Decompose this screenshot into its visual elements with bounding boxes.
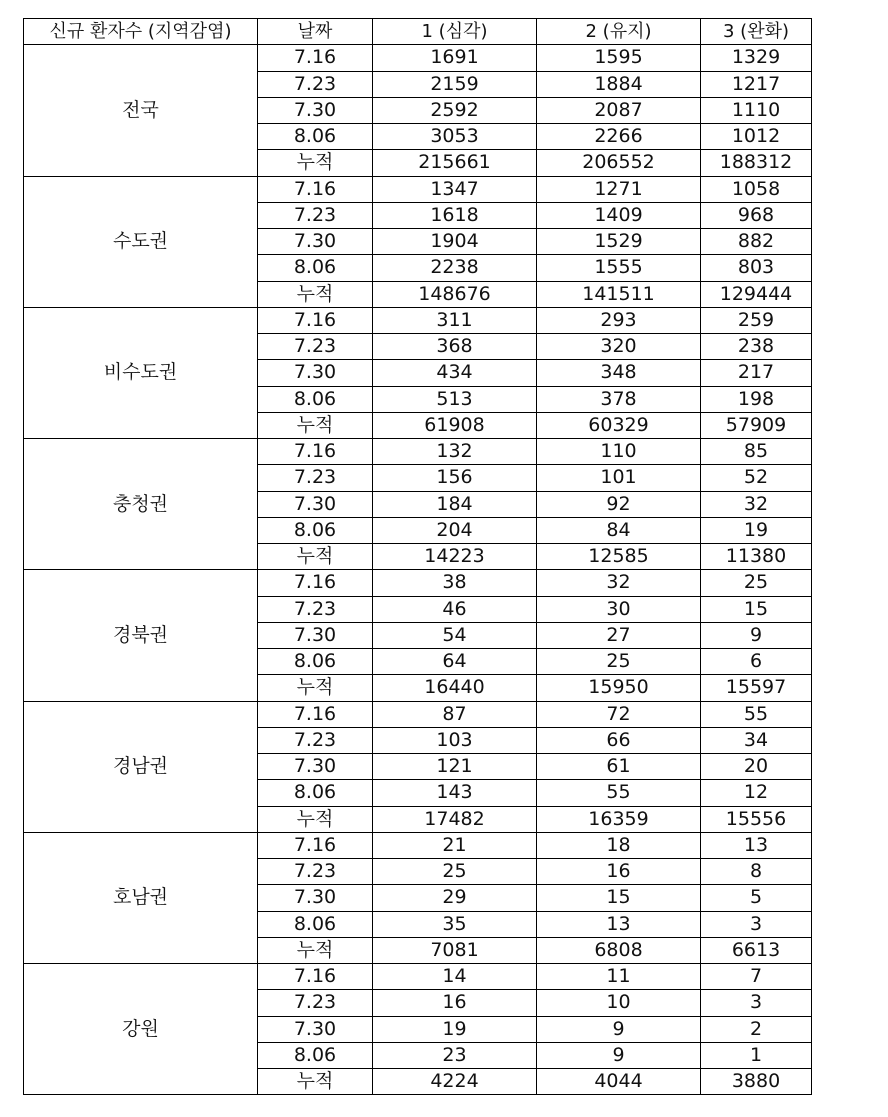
relief-cell: 3 xyxy=(701,911,812,937)
maintain-cell: 16359 xyxy=(537,806,701,832)
severe-cell: 2238 xyxy=(373,255,537,281)
relief-cell: 198 xyxy=(701,386,812,412)
date-cell: 누적 xyxy=(258,1069,373,1095)
relief-cell: 882 xyxy=(701,229,812,255)
maintain-cell: 72 xyxy=(537,701,701,727)
maintain-cell: 2266 xyxy=(537,124,701,150)
date-cell: 7.23 xyxy=(258,202,373,228)
date-cell: 누적 xyxy=(258,412,373,438)
date-cell: 8.06 xyxy=(258,517,373,543)
maintain-cell: 12585 xyxy=(537,544,701,570)
table-row xyxy=(24,45,812,71)
table-row xyxy=(24,964,812,990)
date-cell: 7.23 xyxy=(258,71,373,97)
severe-cell: 54 xyxy=(373,622,537,648)
maintain-cell: 27 xyxy=(537,622,701,648)
date-cell: 7.30 xyxy=(258,754,373,780)
data-table-container xyxy=(23,18,812,1095)
relief-cell: 15556 xyxy=(701,806,812,832)
relief-cell: 25 xyxy=(701,570,812,596)
relief-cell: 12 xyxy=(701,780,812,806)
date-cell: 7.16 xyxy=(258,570,373,596)
relief-cell: 6 xyxy=(701,649,812,675)
relief-cell: 55 xyxy=(701,701,812,727)
date-cell: 누적 xyxy=(258,281,373,307)
date-cell: 7.16 xyxy=(258,832,373,858)
severe-cell: 14 xyxy=(373,964,537,990)
date-cell: 8.06 xyxy=(258,780,373,806)
table-row xyxy=(24,701,812,727)
header-row xyxy=(24,19,812,45)
severe-cell: 311 xyxy=(373,307,537,333)
date-cell: 7.16 xyxy=(258,701,373,727)
date-cell: 7.16 xyxy=(258,45,373,71)
severe-cell: 16440 xyxy=(373,675,537,701)
severe-cell: 434 xyxy=(373,360,537,386)
severe-cell: 29 xyxy=(373,885,537,911)
maintain-cell: 1595 xyxy=(537,45,701,71)
relief-cell: 34 xyxy=(701,727,812,753)
date-cell: 7.16 xyxy=(258,307,373,333)
maintain-cell: 348 xyxy=(537,360,701,386)
maintain-cell: 61 xyxy=(537,754,701,780)
severe-cell: 3053 xyxy=(373,124,537,150)
relief-cell: 19 xyxy=(701,517,812,543)
severe-cell: 25 xyxy=(373,859,537,885)
maintain-cell: 11 xyxy=(537,964,701,990)
severe-cell: 132 xyxy=(373,439,537,465)
relief-cell: 7 xyxy=(701,964,812,990)
severe-cell: 215661 xyxy=(373,150,537,176)
date-cell: 7.30 xyxy=(258,491,373,517)
date-cell: 누적 xyxy=(258,675,373,701)
severe-cell: 184 xyxy=(373,491,537,517)
date-cell: 7.23 xyxy=(258,465,373,491)
date-cell: 7.30 xyxy=(258,622,373,648)
maintain-cell: 320 xyxy=(537,334,701,360)
relief-cell: 15 xyxy=(701,596,812,622)
maintain-cell: 1271 xyxy=(537,176,701,202)
relief-cell: 188312 xyxy=(701,150,812,176)
maintain-cell: 55 xyxy=(537,780,701,806)
date-cell: 7.16 xyxy=(258,439,373,465)
severe-cell: 7081 xyxy=(373,937,537,963)
header-relief: 3 (완화) xyxy=(701,19,812,45)
relief-cell: 1058 xyxy=(701,176,812,202)
date-cell: 8.06 xyxy=(258,124,373,150)
date-cell: 7.30 xyxy=(258,885,373,911)
relief-cell: 8 xyxy=(701,859,812,885)
severe-cell: 21 xyxy=(373,832,537,858)
date-cell: 8.06 xyxy=(258,255,373,281)
maintain-cell: 32 xyxy=(537,570,701,596)
relief-cell: 32 xyxy=(701,491,812,517)
header-maintain: 2 (유지) xyxy=(537,19,701,45)
relief-cell: 15597 xyxy=(701,675,812,701)
maintain-cell: 60329 xyxy=(537,412,701,438)
relief-cell: 85 xyxy=(701,439,812,465)
severe-cell: 17482 xyxy=(373,806,537,832)
maintain-cell: 1529 xyxy=(537,229,701,255)
date-cell: 8.06 xyxy=(258,649,373,675)
relief-cell: 9 xyxy=(701,622,812,648)
date-cell: 7.23 xyxy=(258,727,373,753)
severe-cell: 46 xyxy=(373,596,537,622)
relief-cell: 1217 xyxy=(701,71,812,97)
relief-cell: 1 xyxy=(701,1042,812,1068)
date-cell: 누적 xyxy=(258,150,373,176)
maintain-cell: 16 xyxy=(537,859,701,885)
severe-cell: 23 xyxy=(373,1042,537,1068)
maintain-cell: 141511 xyxy=(537,281,701,307)
table-row xyxy=(24,307,812,333)
severe-cell: 19 xyxy=(373,1016,537,1042)
severe-cell: 35 xyxy=(373,911,537,937)
table-body xyxy=(24,45,812,1095)
severe-cell: 87 xyxy=(373,701,537,727)
relief-cell: 238 xyxy=(701,334,812,360)
maintain-cell: 1555 xyxy=(537,255,701,281)
maintain-cell: 18 xyxy=(537,832,701,858)
table-row xyxy=(24,570,812,596)
relief-cell: 1012 xyxy=(701,124,812,150)
relief-cell: 259 xyxy=(701,307,812,333)
maintain-cell: 2087 xyxy=(537,97,701,123)
maintain-cell: 9 xyxy=(537,1016,701,1042)
date-cell: 7.30 xyxy=(258,360,373,386)
maintain-cell: 92 xyxy=(537,491,701,517)
region-cell: 강원 xyxy=(24,964,258,1095)
severe-cell: 16 xyxy=(373,990,537,1016)
severe-cell: 38 xyxy=(373,570,537,596)
severe-cell: 148676 xyxy=(373,281,537,307)
date-cell: 7.16 xyxy=(258,176,373,202)
relief-cell: 5 xyxy=(701,885,812,911)
date-cell: 7.30 xyxy=(258,97,373,123)
severe-cell: 368 xyxy=(373,334,537,360)
region-cell: 수도권 xyxy=(24,176,258,307)
maintain-cell: 4044 xyxy=(537,1069,701,1095)
region-cell: 경남권 xyxy=(24,701,258,832)
relief-cell: 52 xyxy=(701,465,812,491)
maintain-cell: 9 xyxy=(537,1042,701,1068)
date-cell: 7.30 xyxy=(258,229,373,255)
date-cell: 누적 xyxy=(258,806,373,832)
region-cell: 호남권 xyxy=(24,832,258,963)
maintain-cell: 15950 xyxy=(537,675,701,701)
relief-cell: 1329 xyxy=(701,45,812,71)
severe-cell: 103 xyxy=(373,727,537,753)
header-severe: 1 (심각) xyxy=(373,19,537,45)
regional-cases-table xyxy=(23,18,812,1095)
date-cell: 8.06 xyxy=(258,1042,373,1068)
maintain-cell: 15 xyxy=(537,885,701,911)
date-cell: 8.06 xyxy=(258,386,373,412)
maintain-cell: 378 xyxy=(537,386,701,412)
relief-cell: 3880 xyxy=(701,1069,812,1095)
maintain-cell: 1409 xyxy=(537,202,701,228)
region-cell: 비수도권 xyxy=(24,307,258,438)
date-cell: 누적 xyxy=(258,937,373,963)
maintain-cell: 293 xyxy=(537,307,701,333)
severe-cell: 204 xyxy=(373,517,537,543)
maintain-cell: 25 xyxy=(537,649,701,675)
severe-cell: 121 xyxy=(373,754,537,780)
date-cell: 7.23 xyxy=(258,596,373,622)
severe-cell: 143 xyxy=(373,780,537,806)
relief-cell: 3 xyxy=(701,990,812,1016)
severe-cell: 4224 xyxy=(373,1069,537,1095)
severe-cell: 513 xyxy=(373,386,537,412)
header-date: 날짜 xyxy=(258,19,373,45)
maintain-cell: 101 xyxy=(537,465,701,491)
maintain-cell: 10 xyxy=(537,990,701,1016)
date-cell: 7.16 xyxy=(258,964,373,990)
relief-cell: 129444 xyxy=(701,281,812,307)
table-row xyxy=(24,176,812,202)
severe-cell: 61908 xyxy=(373,412,537,438)
maintain-cell: 6808 xyxy=(537,937,701,963)
region-cell: 전국 xyxy=(24,45,258,176)
severe-cell: 1904 xyxy=(373,229,537,255)
date-cell: 7.23 xyxy=(258,990,373,1016)
maintain-cell: 1884 xyxy=(537,71,701,97)
relief-cell: 2 xyxy=(701,1016,812,1042)
maintain-cell: 84 xyxy=(537,517,701,543)
date-cell: 8.06 xyxy=(258,911,373,937)
maintain-cell: 13 xyxy=(537,911,701,937)
relief-cell: 217 xyxy=(701,360,812,386)
severe-cell: 1691 xyxy=(373,45,537,71)
maintain-cell: 30 xyxy=(537,596,701,622)
maintain-cell: 110 xyxy=(537,439,701,465)
date-cell: 7.30 xyxy=(258,1016,373,1042)
relief-cell: 57909 xyxy=(701,412,812,438)
region-cell: 충청권 xyxy=(24,439,258,570)
maintain-cell: 206552 xyxy=(537,150,701,176)
relief-cell: 20 xyxy=(701,754,812,780)
table-row xyxy=(24,439,812,465)
severe-cell: 14223 xyxy=(373,544,537,570)
severe-cell: 2159 xyxy=(373,71,537,97)
region-cell: 경북권 xyxy=(24,570,258,701)
severe-cell: 1618 xyxy=(373,202,537,228)
date-cell: 누적 xyxy=(258,544,373,570)
severe-cell: 156 xyxy=(373,465,537,491)
date-cell: 7.23 xyxy=(258,334,373,360)
severe-cell: 64 xyxy=(373,649,537,675)
table-row xyxy=(24,832,812,858)
relief-cell: 968 xyxy=(701,202,812,228)
relief-cell: 13 xyxy=(701,832,812,858)
relief-cell: 6613 xyxy=(701,937,812,963)
date-cell: 7.23 xyxy=(258,859,373,885)
relief-cell: 11380 xyxy=(701,544,812,570)
header-region: 신규 환자수 (지역감염) xyxy=(24,19,258,45)
severe-cell: 2592 xyxy=(373,97,537,123)
severe-cell: 1347 xyxy=(373,176,537,202)
relief-cell: 803 xyxy=(701,255,812,281)
relief-cell: 1110 xyxy=(701,97,812,123)
maintain-cell: 66 xyxy=(537,727,701,753)
